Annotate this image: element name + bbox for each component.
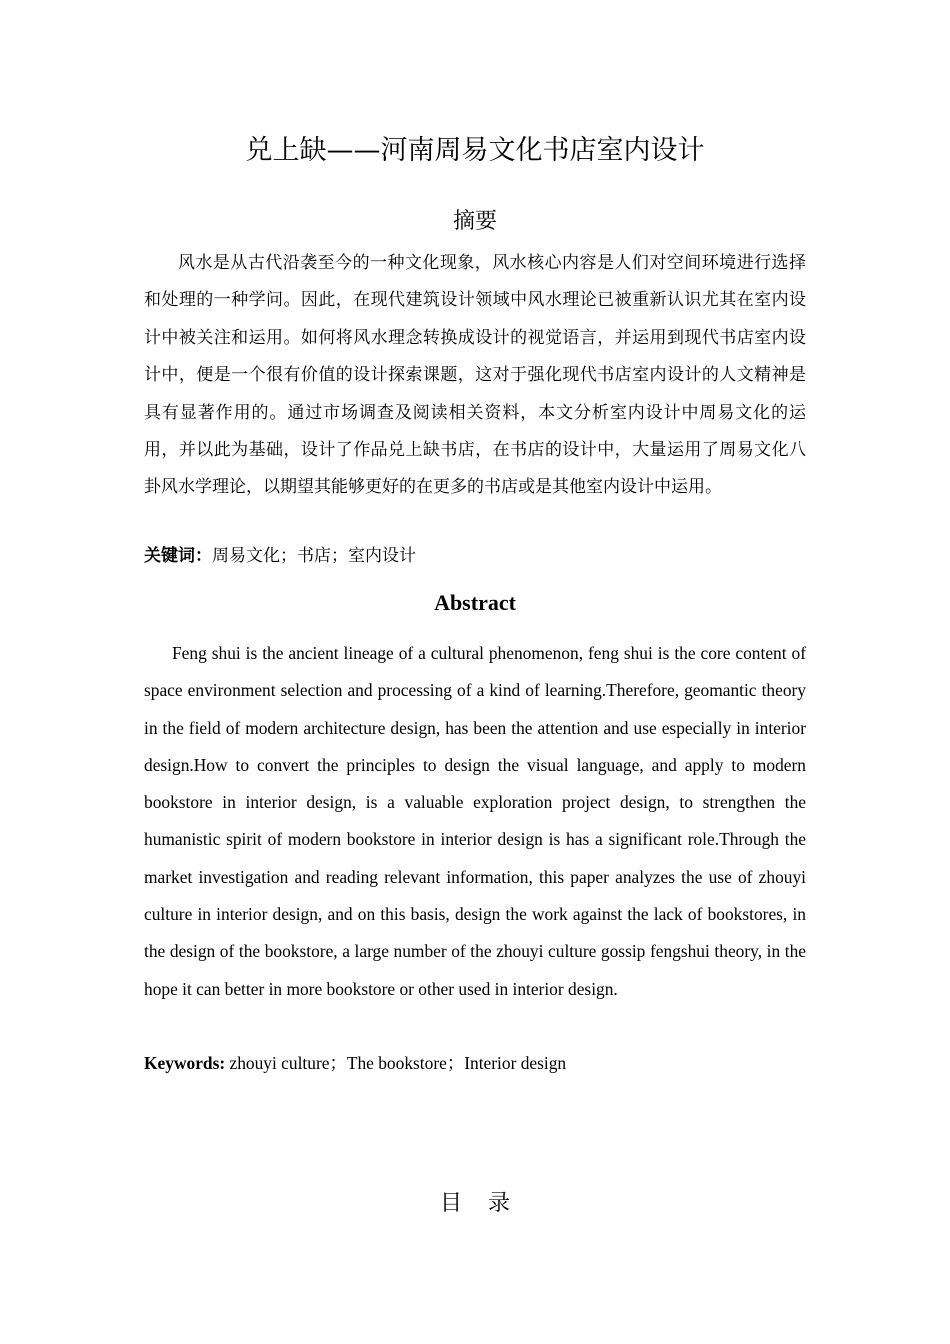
paper-title: 兑上缺——河南周易文化书店室内设计	[245, 135, 705, 166]
keywords-en	[144, 1048, 806, 1078]
keywords-zh-values: 周易文化；书店；室内设计	[212, 546, 416, 566]
toc-heading: 目录	[439, 1191, 536, 1216]
keywords-en-label: Keywords:	[144, 1053, 226, 1073]
keywords-zh-label: 关键词：	[144, 546, 212, 566]
abstract-en-body: Feng shui is the ancient lineage of a cultural phenomenon, feng shui is the core content of space environment selection and processing of a kind of learning.Therefore, geomantic theory in the field of modern architecture design, has been the attention and use especially in interior design.How to convert the principles to design the visual language, and apply to modern bookstore in interior design, is a valuable exploration project design, to strengthen the humanistic spirit of modern bookstore in interior design is has a significant role.Through the market investigation and reading relevant information, this paper analyzes the use of zhouyi culture in interior design, and on this basis, design the work against the lack of bookstores, in the design of the bookstore, a large number of the zhouyi culture gossip fengshui theory, in the hope it can better in more bookstore or other used in interior design.	[144, 643, 806, 999]
abstract-en-heading: Abstract	[434, 590, 516, 615]
abstract-zh-heading: 摘要	[452, 209, 497, 234]
keywords-en-values: zhouyi culture；The bookstore；Interior design	[225, 1053, 567, 1073]
keywords-zh	[144, 541, 806, 571]
abstract-zh-body: 风水是从古代沿袭至今的一种文化现象，风水核心内容是人们对空间环境进行选择和处理的一种学问。因此，在现代建筑设计领域中风水理论已被重新认识尤其在室内设计中被关注和运用。如何将风水理念转换成设计的视觉语言，并运用到现代书店室内设计中，便是一个很有价值的设计探索课题，这对于强化现代书店室内设计的人文精神是具有显著作用的。通过市场调查及阅读相关资料，本文分析室内设计中周易文化的运用，并以此为基础，设计了作品兑上缺书店，在书店的设计中，大量运用了周易文化八卦风水学理论，以期望其能够更好的在更多的书店或是其他室内设计中运用。	[144, 253, 806, 498]
